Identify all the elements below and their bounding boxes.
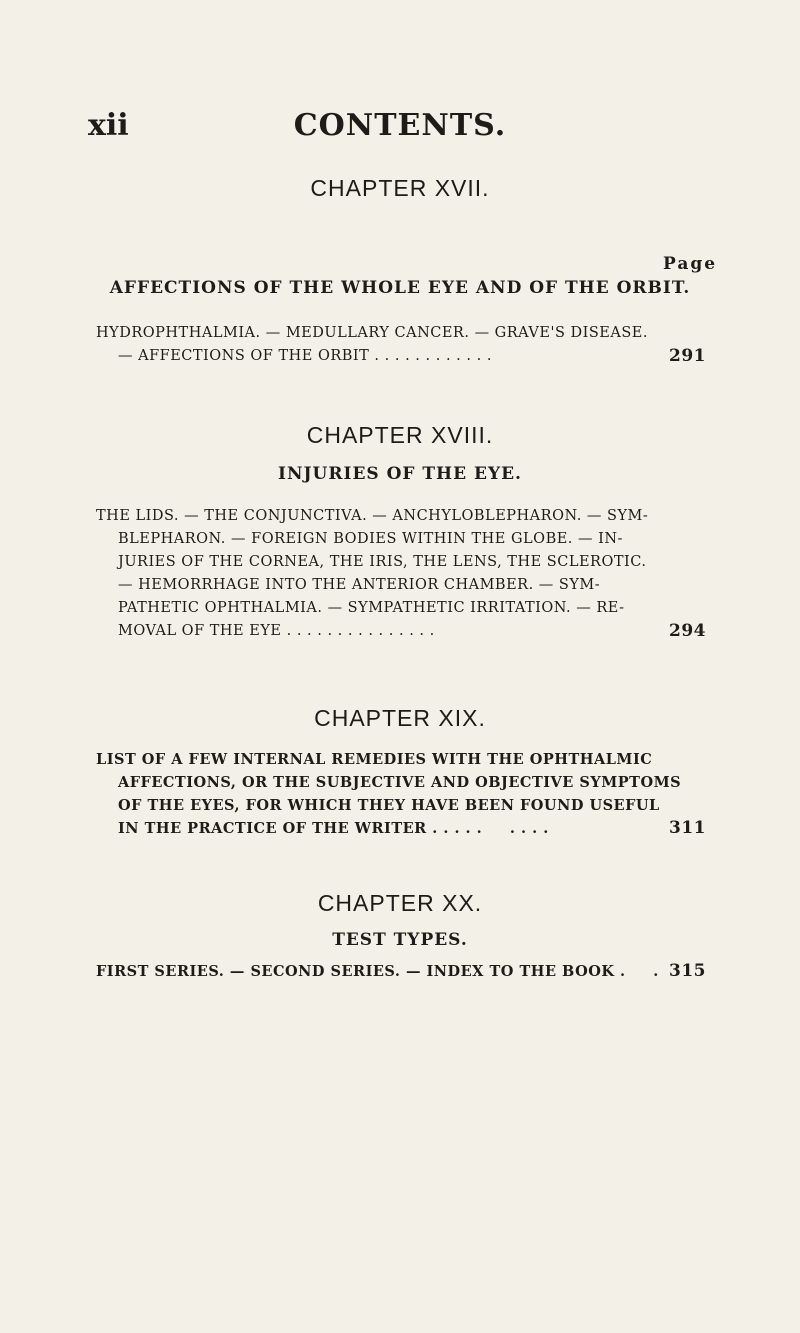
chapter-17-page: 291 <box>669 346 706 366</box>
entry-line: JURIES OF THE CORNEA, THE IRIS, THE LENS, THE SCLEROTIC. <box>118 554 647 570</box>
chapter-20-page: 315 <box>669 961 706 981</box>
chapter-18-subtitle: INJURIES OF THE EYE. <box>278 464 522 484</box>
entry-line: THE LIDS. — THE CONJUNCTIVA. — ANCHYLOBLEPHARON. — SYM- <box>96 508 649 524</box>
entry-line-text: MOVAL OF THE EYE . . . . . . . . . . . . . . . <box>118 623 435 639</box>
chapter-18-title: CHAPTER XVIII. <box>306 422 494 448</box>
entry-line <box>96 817 706 840</box>
entry-line <box>96 345 706 368</box>
chapter-19-title: CHAPTER XIX. <box>314 705 486 731</box>
entry-line: BLEPHARON. — FOREIGN BODIES WITHIN THE GLOBE. — IN- <box>118 531 623 547</box>
page-number: xii <box>88 108 129 143</box>
entry-line: LIST OF A FEW INTERNAL REMEDIES WITH THE OPHTHALMIC <box>96 751 653 768</box>
chapter-19-page: 311 <box>669 818 706 838</box>
page-column-label: Page <box>663 254 718 274</box>
chapter-17-entry <box>96 322 706 368</box>
chapter-19-entry <box>96 748 706 840</box>
entry-line: AFFECTIONS, OR THE SUBJECTIVE AND OBJECTIVE SYMPTOMS <box>118 774 682 791</box>
entry-line-text: — AFFECTIONS OF THE ORBIT . . . . . . . . . . . . <box>118 348 492 364</box>
chapter-20-entry <box>96 960 706 983</box>
chapter-20-subtitle: TEST TYPES. <box>332 930 468 950</box>
chapter-20-title: CHAPTER XX. <box>317 890 483 916</box>
entry-line <box>96 960 706 983</box>
chapter-18-page: 294 <box>669 621 706 641</box>
entry-line: PATHETIC OPHTHALMIA. — SYMPATHETIC IRRITATION. — RE- <box>118 600 625 616</box>
chapter-17-subtitle: AFFECTIONS OF THE WHOLE EYE AND OF THE ORBIT. <box>109 278 691 298</box>
entry-line-text: IN THE PRACTICE OF THE WRITER . . . . . . . . . <box>118 820 549 837</box>
entry-line: HYDROPHTHALMIA. — MEDULLARY CANCER. — GRAVE'S DISEASE. <box>96 325 648 341</box>
chapter-18-entry <box>96 505 706 643</box>
entry-line: OF THE EYES, FOR WHICH THEY HAVE BEEN FOUND USEFUL <box>118 797 660 814</box>
entry-line-text: FIRST SERIES. — SECOND SERIES. — INDEX TO THE BOOK . . <box>96 963 659 980</box>
chapter-17-title: CHAPTER XVII. <box>310 175 490 201</box>
running-title: CONTENTS. <box>293 108 507 143</box>
running-head <box>88 108 712 148</box>
entry-line: — HEMORRHAGE INTO THE ANTERIOR CHAMBER. — SYM- <box>118 577 601 593</box>
entry-line <box>96 620 706 643</box>
